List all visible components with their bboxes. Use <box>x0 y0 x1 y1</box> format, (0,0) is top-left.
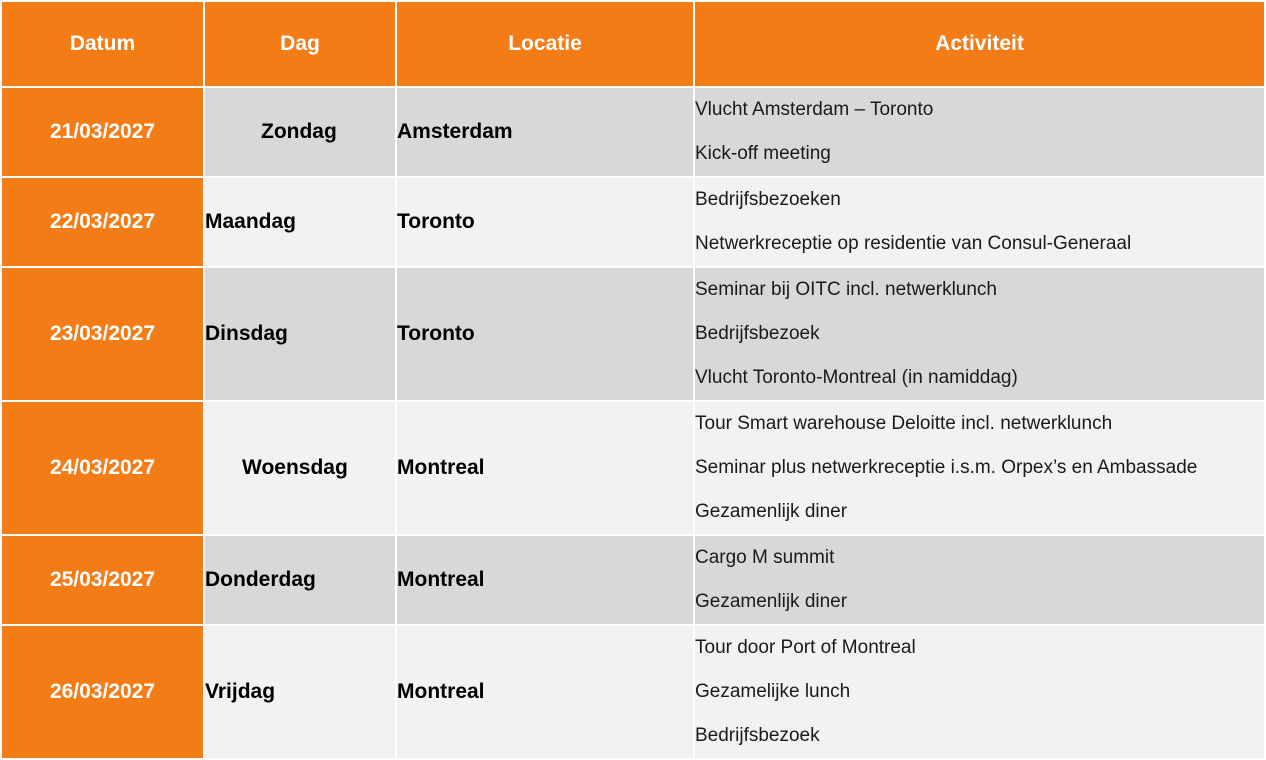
activity-item: Gezamenlijk diner <box>695 501 848 522</box>
location-cell: Montreal <box>396 401 694 535</box>
table-row <box>1 401 1265 535</box>
header-row <box>1 1 1265 87</box>
activity-item: Bedrijfsbezoek <box>695 725 820 746</box>
location-cell: Toronto <box>396 177 694 267</box>
location-cell: Toronto <box>396 267 694 401</box>
table-row <box>1 177 1265 267</box>
table-row <box>1 87 1265 177</box>
activity-cell <box>694 535 1265 625</box>
date-cell: 24/03/2027 <box>1 401 204 535</box>
location-cell: Montreal <box>396 535 694 625</box>
activity-item: Vlucht Amsterdam – Toronto <box>695 99 934 120</box>
activity-cell <box>694 177 1265 267</box>
activity-item: Cargo M summit <box>695 547 835 568</box>
activity-item: Tour door Port of Montreal <box>695 637 916 658</box>
activity-cell <box>694 401 1265 535</box>
activity-item: Bedrijfsbezoeken <box>695 189 841 210</box>
date-cell: 25/03/2027 <box>1 535 204 625</box>
date-cell: 23/03/2027 <box>1 267 204 401</box>
activity-cell <box>694 267 1265 401</box>
day-cell: Vrijdag <box>204 625 396 759</box>
location-cell: Amsterdam <box>396 87 694 177</box>
activity-item: Gezamelijke lunch <box>695 681 851 702</box>
date-cell: 26/03/2027 <box>1 625 204 759</box>
date-cell: 21/03/2027 <box>1 87 204 177</box>
table-row <box>1 535 1265 625</box>
day-cell: Zondag <box>204 87 396 177</box>
activity-item: Gezamenlijk diner <box>695 591 848 612</box>
activity-item: Vlucht Toronto-Montreal (in namiddag) <box>695 367 1018 388</box>
day-cell: Donderdag <box>204 535 396 625</box>
location-cell: Montreal <box>396 625 694 759</box>
table-row <box>1 625 1265 759</box>
activity-item: Seminar plus netwerkreceptie i.s.m. Orpex’s en Ambassade <box>695 457 1198 478</box>
header-location: Locatie <box>396 1 694 87</box>
day-cell: Maandag <box>204 177 396 267</box>
activity-item: Tour Smart warehouse Deloitte incl. netwerklunch <box>695 413 1113 434</box>
activity-item: Kick-off meeting <box>695 143 831 164</box>
activity-item: Seminar bij OITC incl. netwerklunch <box>695 279 997 300</box>
activity-cell <box>694 625 1265 759</box>
header-day: Dag <box>204 1 396 87</box>
header-date: Datum <box>1 1 204 87</box>
table-row <box>1 267 1265 401</box>
date-cell: 22/03/2027 <box>1 177 204 267</box>
activity-item: Netwerkreceptie op residentie van Consul-Generaal <box>695 233 1132 254</box>
header-activity: Activiteit <box>694 1 1265 87</box>
activity-cell <box>694 87 1265 177</box>
activity-item: Bedrijfsbezoek <box>695 323 820 344</box>
day-cell: Woensdag <box>204 401 396 535</box>
day-cell: Dinsdag <box>204 267 396 401</box>
